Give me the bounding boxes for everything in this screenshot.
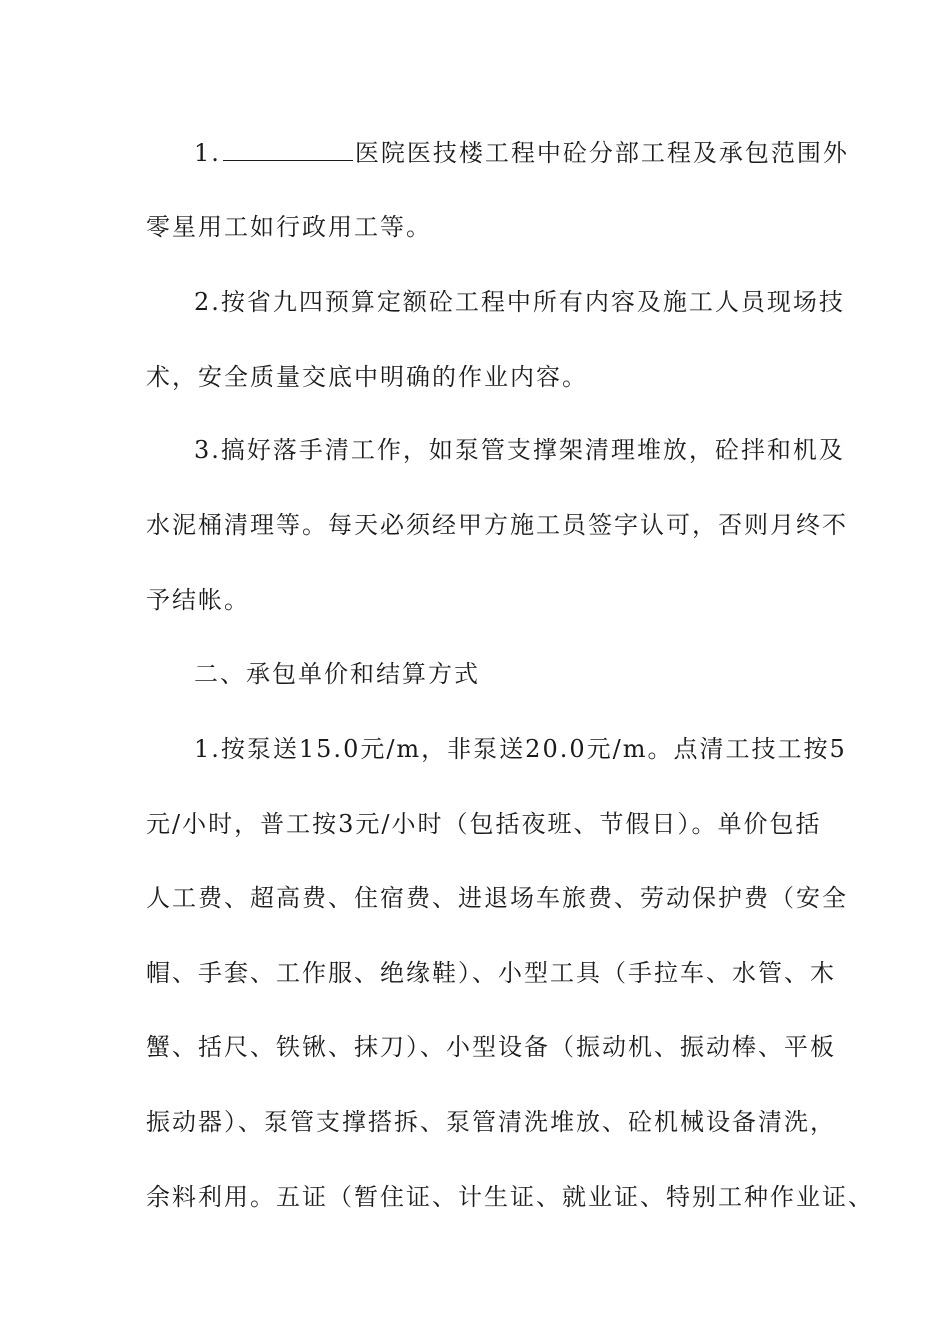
paragraph-1-line-1 (194, 137, 894, 169)
section-heading: 二、承包单价和结算方式 (194, 660, 480, 688)
paragraph-1-number: 1. (194, 139, 221, 167)
paragraph-4-line-5: 蟹、括尺、铁锹、抹刀）、小型设备（振动机、振动棒、平板 (146, 1033, 836, 1061)
paragraph-4-line-3: 人工费、超高费、住宿费、进退场车旅费、劳动保护费（安全 (146, 884, 848, 912)
paragraph-3-line-2: 水泥桶清理等。每天必须经甲方施工员签字认可，否则月终不 (146, 511, 848, 539)
paragraph-3-line-1: 3.搞好落手清工作，如泵管支撑架清理堆放，砼拌和机及 (194, 436, 845, 464)
paragraph-2-line-1: 2.按省九四预算定额砼工程中所有内容及施工人员现场技 (194, 288, 845, 316)
paragraph-4-line-2: 元/小时，普工按3元/小时（包括夜班、节假日）。单价包括 (146, 810, 822, 838)
paragraph-2-line-2: 术，安全质量交底中明确的作业内容。 (146, 363, 588, 391)
paragraph-4-line-7: 余料利用。五证（暂住证、计生证、就业证、特别工种作业证、 (146, 1183, 874, 1211)
paragraph-4-line-4: 帽、手套、工作服、绝缘鞋）、小型工具（手拉车、水管、木 (146, 959, 836, 987)
paragraph-3-line-3: 予结帐。 (146, 586, 250, 614)
paragraph-4-line-1: 1.按泵送15.0元/m，非泵送20.0元/m。点清工技工按5 (194, 735, 847, 763)
paragraph-1-line-2: 零星用工如行政用工等。 (146, 213, 432, 241)
fill-in-blank (223, 140, 353, 161)
paragraph-1-text: 医院医技楼工程中砼分部工程及承包范围外 (354, 139, 849, 167)
paragraph-4-line-6: 振动器）、泵管支撑搭拆、泵管清洗堆放、砼机械设备清洗， (146, 1108, 836, 1136)
